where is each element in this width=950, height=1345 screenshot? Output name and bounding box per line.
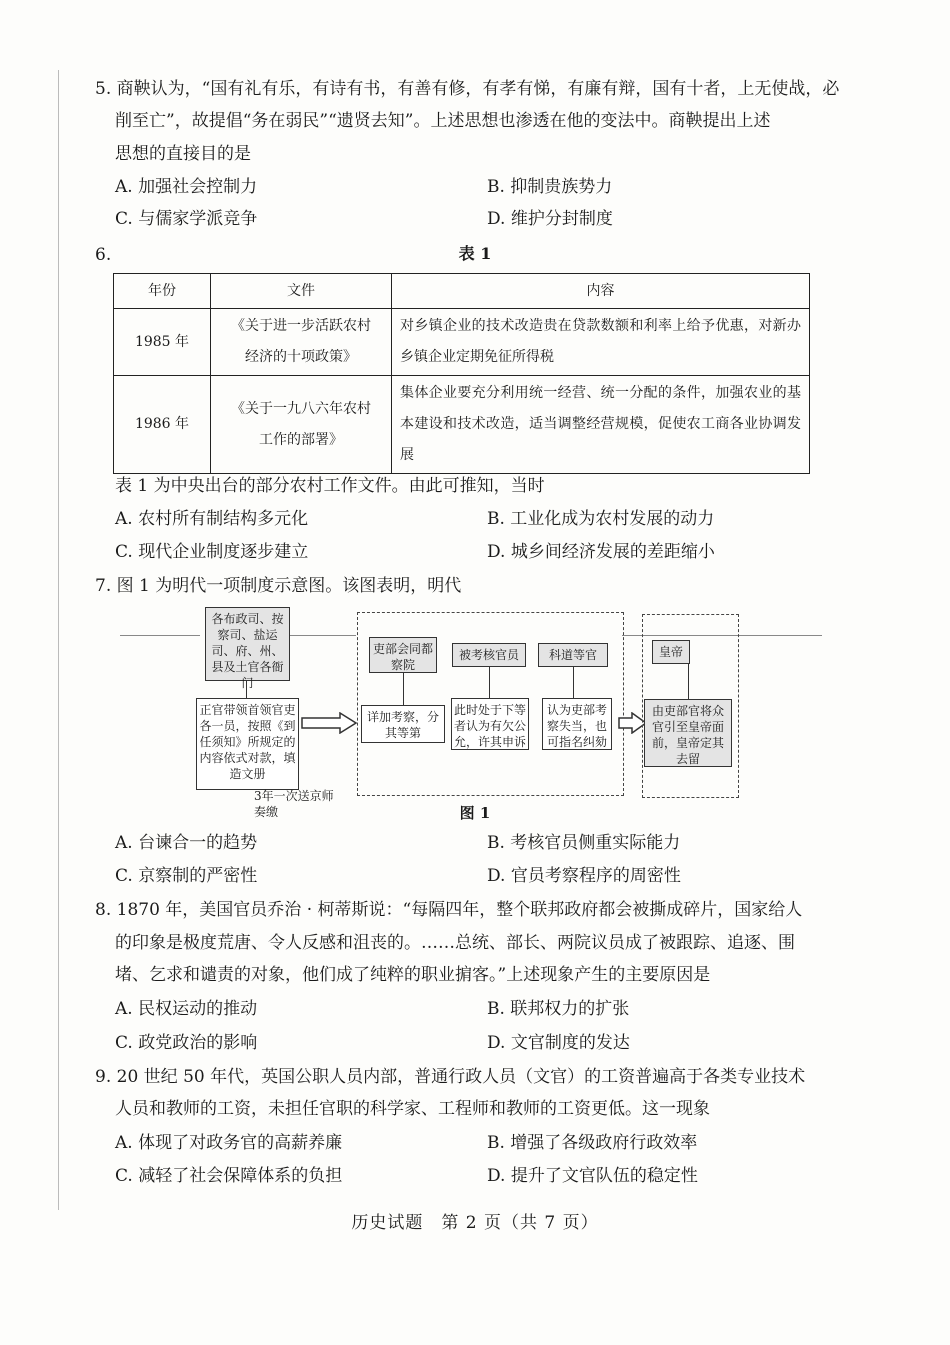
emperor-box: 皇帝: [652, 640, 690, 664]
table-1-title: 表 1: [458, 244, 492, 263]
q9-option-d[interactable]: D. 提升了文官队伍的稳定性: [487, 1166, 698, 1186]
q9-line1: 9. 20 世纪 50 年代，英国公职人员内部，普通行政人员（文官）的工资普遍高于各类专业技术: [95, 1067, 806, 1087]
grading-box: 详加考察，分其等第: [361, 705, 445, 743]
q6-option-d[interactable]: D. 城乡间经济发展的差距缩小: [487, 542, 715, 562]
scan-rule: [290, 635, 356, 636]
q7-stem: 7. 图 1 为明代一项制度示意图。该图表明，明代: [95, 576, 462, 596]
q9-option-a[interactable]: A. 体现了对政务官的高薪养廉: [115, 1133, 343, 1153]
q9-option-c[interactable]: C. 减轻了社会保障体系的负担: [115, 1166, 343, 1186]
q5-line1: 5. 商鞅认为，“国有礼有乐，有诗有书，有善有修，有孝有悌，有廉有辩，国有十者，上无使战，必: [95, 79, 840, 99]
q5-line3: 思想的直接目的是: [115, 144, 251, 164]
row-year: 1985 年: [114, 309, 211, 376]
q6-stem: 表 1 为中央出台的部分农村工作文件。由此可推知，当时: [115, 476, 545, 496]
ministry-censorate-box: 吏部会同都察院: [369, 637, 437, 673]
header-document: 文件: [211, 274, 392, 309]
q7-option-c[interactable]: C. 京察制的严密性: [115, 866, 258, 886]
q8-option-d[interactable]: D. 文官制度的发达: [487, 1033, 630, 1053]
q6-number: 6.: [95, 245, 112, 265]
doc-line: 经济的十项政策》: [245, 349, 357, 365]
officials-report-box: 正官带领首领官吏各一员，按照《到任须知》所规定的内容依式对款，填造文册: [196, 698, 299, 790]
evaluated-officials-box: 被考核官员: [452, 643, 526, 667]
q6-option-c[interactable]: C. 现代企业制度逐步建立: [115, 542, 309, 562]
header-content: 内容: [392, 274, 810, 309]
q7-option-b[interactable]: B. 考核官员侧重实际能力: [487, 833, 681, 853]
q5-option-c[interactable]: C. 与儒家学派竞争: [115, 209, 258, 229]
emperor-decision-box: 由吏部官将众官引至皇帝面前，皇帝定其去留: [644, 699, 732, 767]
q5-line2: 削至亡”，故提倡“务在弱民”“遗贤去知”。上述思想也渗透在他的变法中。商鞅提出上述: [115, 111, 771, 131]
table-row: [114, 376, 810, 474]
row-document: [211, 376, 392, 474]
q8-line3: 堵、乞求和谴责的对象，他们成了纯粹的职业掮客。”上述现象产生的主要原因是: [115, 965, 711, 985]
page-footer: 历史试题 第 2 页（共 7 页）: [351, 1213, 599, 1233]
q5-option-d[interactable]: D. 维护分封制度: [487, 209, 613, 229]
q6-option-a[interactable]: A. 农村所有制结构多元化: [115, 509, 309, 529]
q8-line2: 的印象是极度荒唐、令人反感和沮丧的。……总统、部长、两院议员成了被跟踪、追逐、围: [115, 933, 795, 953]
table-row: [114, 309, 810, 376]
q7-option-d[interactable]: D. 官员考察程序的周密性: [487, 866, 681, 886]
doc-line: 《关于一九八六年农村: [231, 400, 371, 417]
q8-option-a[interactable]: A. 民权运动的推动: [115, 999, 258, 1019]
report-frequency-note: 3年一次送京师奏缴: [254, 789, 334, 819]
row-year: 1986 年: [114, 376, 211, 474]
row-content: 对乡镇企业的技术改造贵在贷款数额和利率上给予优惠，对新办乡镇企业定期免征所得税: [392, 309, 810, 376]
table-header-row: [114, 274, 810, 309]
q9-option-b[interactable]: B. 增强了各级政府行政效率: [487, 1133, 698, 1153]
provincial-offices-box: 各布政司、按察司、盐运司、府、州、县及土官各衙门: [205, 607, 290, 681]
table-1: [113, 273, 810, 474]
appeal-box: 此时处于下等者认为有欠公允，许其申诉: [451, 698, 529, 750]
q5-option-a[interactable]: A. 加强社会控制力: [115, 177, 258, 197]
censors-box: 科道等官: [538, 643, 608, 667]
doc-line: 《关于进一步活跃农村: [231, 318, 371, 334]
row-content: 集体企业要充分利用统一经营、统一分配的条件，加强农业的基本建设和技术改造，适当调整经营规模，促使农工商各业协调发展: [392, 376, 810, 474]
q9-line2: 人员和教师的工资，未担任官职的科学家、工程师和教师的工资更低。这一现象: [115, 1099, 710, 1119]
q7-option-a[interactable]: A. 台谏合一的趋势: [115, 833, 258, 853]
q6-option-b[interactable]: B. 工业化成为农村发展的动力: [487, 509, 715, 529]
row-document: [211, 309, 392, 376]
impeachment-box: 认为吏部考察失当，也可指名纠劾: [542, 698, 612, 750]
q8-option-b[interactable]: B. 联邦权力的扩张: [487, 999, 630, 1019]
doc-line: 工作的部署》: [259, 431, 343, 448]
q8-line1: 8. 1870 年，美国官员乔治 · 柯蒂斯说：“每隔四年，整个联邦政府都会被撕成碎片，国家给人: [95, 900, 803, 920]
q8-option-c[interactable]: C. 政党政治的影响: [115, 1033, 258, 1053]
right-arrow-icon: [300, 712, 360, 734]
figure-1-caption: 图 1: [459, 804, 491, 822]
scan-rule: [120, 635, 200, 636]
q5-option-b[interactable]: B. 抑制贵族势力: [487, 177, 613, 197]
header-year: 年份: [114, 274, 211, 309]
